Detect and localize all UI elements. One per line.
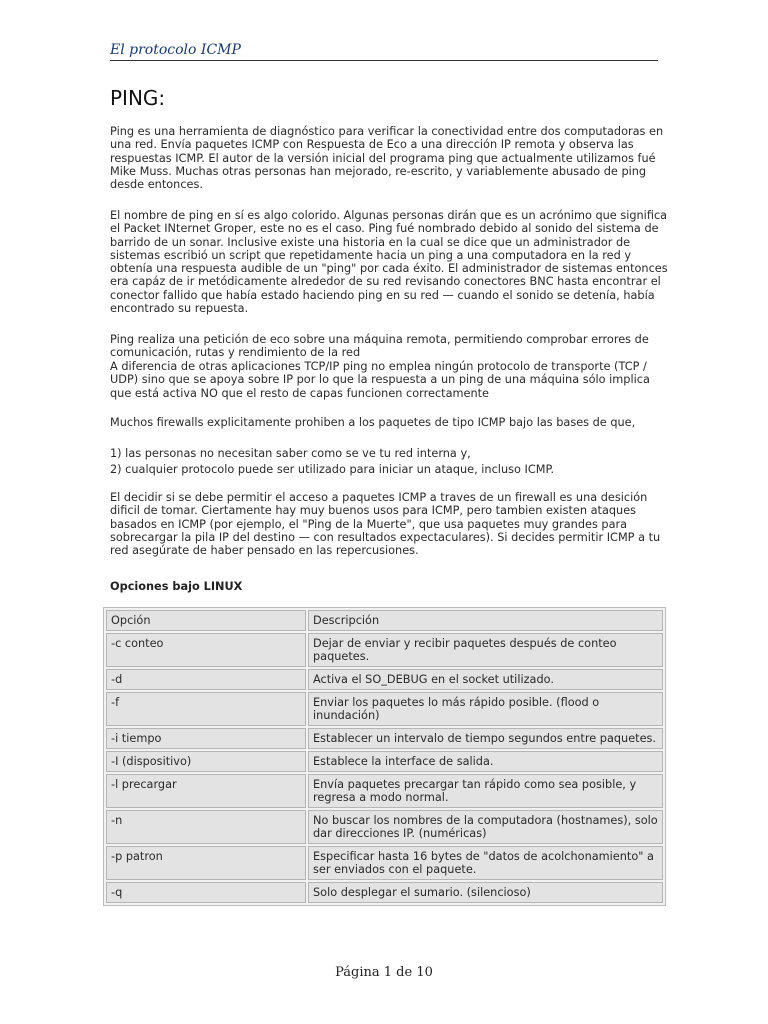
options-table <box>103 607 666 906</box>
option-cell: -f <box>106 692 306 726</box>
table-row <box>106 751 663 772</box>
description-cell: Activa el SO_DEBUG en el socket utilizado. <box>308 669 663 690</box>
description-cell: Enviar los paquetes lo más rápido posible. (flood o inundación) <box>308 692 663 726</box>
option-cell: -i tiempo <box>106 728 306 749</box>
table-row <box>106 728 663 749</box>
page-title: PING: <box>110 86 166 110</box>
table-header-cell: Descripción <box>308 610 663 631</box>
option-cell: -q <box>106 882 306 903</box>
table-row <box>106 692 663 726</box>
running-header: El protocolo ICMP <box>110 42 658 61</box>
table-row <box>106 810 663 844</box>
description-cell: Establece la interface de salida. <box>308 751 663 772</box>
description-cell: Solo desplegar el sumario. (silencioso) <box>308 882 663 903</box>
table-row <box>106 882 663 903</box>
option-cell: -I (dispositivo) <box>106 751 306 772</box>
table-row <box>106 846 663 880</box>
paragraph-decision: El decidir si se debe permitir el acceso a paquetes ICMP a traves de un firewall es una desición dificil de tomar. Ciertamente hay muy buenos usos para ICMP, pero tambien existen ataques basados en ICMP (por ejemplo, el "Ping de la Muerte", que usa paquetes muy grandes para sobrecargar la pila IP del destino — con resultados expectaculares). Si decides permitir ICMP a tu red asegúrate de haber pensado en las repercusiones. <box>110 491 661 558</box>
description-cell: Envía paquetes precargar tan rápido como sea posible, y regresa a modo normal. <box>308 774 663 808</box>
list-item: 1) las personas no necesitan saber como se ve tu red interna y, <box>110 447 471 460</box>
paragraph-transport: A diferencia de otras aplicaciones TCP/IP ping no emplea ningún protocolo de transporte (TCP / UDP) sino que se apoya sobre IP por lo que la respuesta a un ping de una máquina sólo implica que está activa NO que el resto de capas funcionen correctamente <box>110 360 650 400</box>
option-cell: -p patron <box>106 846 306 880</box>
paragraph-echo-request: Ping realiza una petición de eco sobre una máquina remota, permitiendo comprobar errores de comunicación, rutas y rendimiento de la red <box>110 333 649 360</box>
description-cell: Especificar hasta 16 bytes de "datos de acolchonamiento" a ser enviados con el paquete. <box>308 846 663 880</box>
table-row <box>106 669 663 690</box>
paragraph-intro: Ping es una herramienta de diagnóstico para verificar la conectividad entre dos computadoras en una red. Envía paquetes ICMP con Respuesta de Eco a una dirección IP remota y observa las respuestas ICMP. El autor de la versión inicial del programa ping que actualmente utilizamos fué Mike Muss. Muchas otras personas han mejorado, re-escrito, y variablemente abusado de ping desde entonces. <box>110 125 664 192</box>
options-heading: Opciones bajo LINUX <box>110 580 243 593</box>
table-row <box>106 774 663 808</box>
option-cell: -n <box>106 810 306 844</box>
description-cell: No buscar los nombres de la computadora (hostnames), solo dar direcciones IP. (numéricas) <box>308 810 663 844</box>
table-header-cell: Opción <box>106 610 306 631</box>
table-header-row <box>106 610 663 631</box>
option-cell: -l precargar <box>106 774 306 808</box>
table-row <box>106 633 663 667</box>
option-cell: -d <box>106 669 306 690</box>
page-number: Página 1 de 10 <box>335 965 433 980</box>
paragraph-name-origin: El nombre de ping en sí es algo colorido. Algunas personas dirán que es un acrónimo que significa el Packet INternet Groper, este no es el caso. Ping fué nombrado debido al sonido del sistema de barrido de un sonar. Inclusive existe una historia en la cual se dice que un administrador de sistemas escribió un script que repetidamente hacia un ping a una computadora en la red y obtenía una respuesta audible de un "ping" por cada éxito. El administrador de sistemas entonces era capáz de ir metódicamente alrededor de su red revisando conectores BNC hasta encontrar el conector fallido que había estado haciendo ping en su red — cuando el sonido se detenía, había encontrado su repuesta. <box>110 209 668 316</box>
paragraph-firewalls: Muchos firewalls explicitamente prohiben a los paquetes de tipo ICMP bajo las bases de que, <box>110 416 636 429</box>
list-item: 2) cualquier protocolo puede ser utilizado para iniciar un ataque, incluso ICMP. <box>110 463 555 476</box>
description-cell: Dejar de enviar y recibir paquetes después de conteo paquetes. <box>308 633 663 667</box>
firewall-reasons-list <box>110 446 670 478</box>
description-cell: Establecer un intervalo de tiempo segundos entre paquetes. <box>308 728 663 749</box>
option-cell: -c conteo <box>106 633 306 667</box>
